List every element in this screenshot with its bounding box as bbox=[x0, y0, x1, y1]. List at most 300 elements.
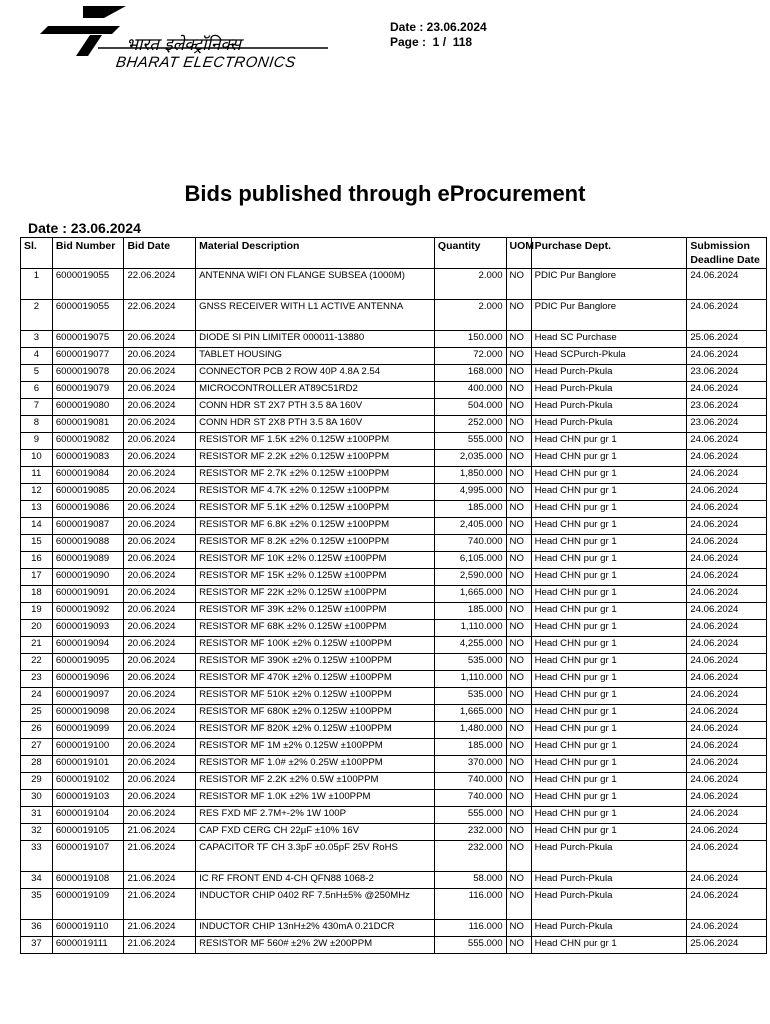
table-row bbox=[21, 484, 767, 501]
cell-bid-number: 6000019075 bbox=[52, 331, 124, 348]
cell-bid-number: 6000019094 bbox=[52, 637, 124, 654]
table-row bbox=[21, 331, 767, 348]
table-row bbox=[21, 399, 767, 416]
document-meta bbox=[390, 20, 487, 50]
cell-material-description: CONN HDR ST 2X7 PTH 3.5 8A 160V bbox=[196, 399, 435, 416]
cell-purchase-dept: Head CHN pur gr 1 bbox=[531, 552, 687, 569]
cell-purchase-dept: Head CHN pur gr 1 bbox=[531, 467, 687, 484]
cell-uom: NO bbox=[506, 637, 531, 654]
cell-bid-date: 21.06.2024 bbox=[124, 872, 196, 889]
cell-sl: 8 bbox=[21, 416, 53, 433]
cell-material-description: RESISTOR MF 22K ±2% 0.125W ±100PPM bbox=[196, 586, 435, 603]
cell-bid-number: 6000019103 bbox=[52, 790, 124, 807]
cell-bid-number: 6000019078 bbox=[52, 365, 124, 382]
cell-sl: 37 bbox=[21, 937, 53, 954]
cell-bid-number: 6000019100 bbox=[52, 739, 124, 756]
cell-sl: 4 bbox=[21, 348, 53, 365]
cell-bid-date: 20.06.2024 bbox=[124, 501, 196, 518]
cell-submission-deadline: 24.06.2024 bbox=[687, 501, 767, 518]
cell-bid-date: 21.06.2024 bbox=[124, 824, 196, 841]
cell-bid-date: 20.06.2024 bbox=[124, 705, 196, 722]
table-header-row bbox=[21, 238, 767, 269]
cell-sl: 5 bbox=[21, 365, 53, 382]
table-row bbox=[21, 637, 767, 654]
cell-submission-deadline: 24.06.2024 bbox=[687, 841, 767, 872]
cell-purchase-dept: Head CHN pur gr 1 bbox=[531, 433, 687, 450]
cell-submission-deadline: 24.06.2024 bbox=[687, 467, 767, 484]
cell-bid-date: 20.06.2024 bbox=[124, 654, 196, 671]
cell-material-description: RESISTOR MF 820K ±2% 0.125W ±100PPM bbox=[196, 722, 435, 739]
cell-sl: 24 bbox=[21, 688, 53, 705]
cell-sl: 31 bbox=[21, 807, 53, 824]
cell-uom: NO bbox=[506, 518, 531, 535]
company-name-english: BHARAT ELECTRONICS bbox=[114, 54, 297, 71]
cell-bid-number: 6000019090 bbox=[52, 569, 124, 586]
table-row bbox=[21, 450, 767, 467]
cell-purchase-dept: Head CHN pur gr 1 bbox=[531, 824, 687, 841]
cell-uom: NO bbox=[506, 501, 531, 518]
header-submission-deadline: Submission Deadline Date bbox=[687, 238, 767, 269]
table-row bbox=[21, 824, 767, 841]
table-row bbox=[21, 872, 767, 889]
table-row bbox=[21, 518, 767, 535]
cell-uom: NO bbox=[506, 399, 531, 416]
cell-uom: NO bbox=[506, 603, 531, 620]
cell-bid-date: 20.06.2024 bbox=[124, 807, 196, 824]
header-sl: Sl. bbox=[21, 238, 53, 269]
cell-purchase-dept: Head Purch-Pkula bbox=[531, 416, 687, 433]
cell-quantity: 1,110.000 bbox=[434, 671, 506, 688]
cell-bid-date: 21.06.2024 bbox=[124, 937, 196, 954]
table-body bbox=[21, 269, 767, 954]
cell-purchase-dept: Head CHN pur gr 1 bbox=[531, 620, 687, 637]
cell-submission-deadline: 24.06.2024 bbox=[687, 671, 767, 688]
cell-submission-deadline: 24.06.2024 bbox=[687, 348, 767, 365]
cell-quantity: 150.000 bbox=[434, 331, 506, 348]
cell-material-description: MICROCONTROLLER AT89C51RD2 bbox=[196, 382, 435, 399]
cell-quantity: 740.000 bbox=[434, 773, 506, 790]
cell-submission-deadline: 24.06.2024 bbox=[687, 518, 767, 535]
table-row bbox=[21, 920, 767, 937]
cell-material-description: DIODE SI PIN LIMITER 000011-13880 bbox=[196, 331, 435, 348]
cell-quantity: 232.000 bbox=[434, 824, 506, 841]
cell-bid-date: 20.06.2024 bbox=[124, 671, 196, 688]
cell-submission-deadline: 24.06.2024 bbox=[687, 807, 767, 824]
cell-material-description: RESISTOR MF 390K ±2% 0.125W ±100PPM bbox=[196, 654, 435, 671]
cell-bid-date: 20.06.2024 bbox=[124, 416, 196, 433]
page-title: Bids published through eProcurement bbox=[184, 181, 586, 206]
cell-quantity: 1,110.000 bbox=[434, 620, 506, 637]
cell-purchase-dept: Head CHN pur gr 1 bbox=[531, 756, 687, 773]
cell-material-description: TABLET HOUSING bbox=[196, 348, 435, 365]
cell-purchase-dept: Head CHN pur gr 1 bbox=[531, 688, 687, 705]
cell-purchase-dept: Head CHN pur gr 1 bbox=[531, 722, 687, 739]
cell-uom: NO bbox=[506, 671, 531, 688]
cell-quantity: 116.000 bbox=[434, 889, 506, 920]
cell-quantity: 2.000 bbox=[434, 300, 506, 331]
cell-material-description: RESISTOR MF 560# ±2% 2W ±200PPM bbox=[196, 937, 435, 954]
cell-sl: 15 bbox=[21, 535, 53, 552]
cell-bid-date: 22.06.2024 bbox=[124, 269, 196, 300]
cell-purchase-dept: Head CHN pur gr 1 bbox=[531, 535, 687, 552]
cell-bid-number: 6000019102 bbox=[52, 773, 124, 790]
cell-material-description: CONNECTOR PCB 2 ROW 40P 4.8A 2.54 bbox=[196, 365, 435, 382]
table-row bbox=[21, 739, 767, 756]
table-row bbox=[21, 382, 767, 399]
cell-submission-deadline: 24.06.2024 bbox=[687, 637, 767, 654]
page-number: Page : 1 / 118 bbox=[390, 35, 473, 49]
cell-uom: NO bbox=[506, 433, 531, 450]
table-row bbox=[21, 654, 767, 671]
table-row bbox=[21, 552, 767, 569]
bids-table bbox=[20, 237, 767, 954]
cell-material-description: RESISTOR MF 510K ±2% 0.125W ±100PPM bbox=[196, 688, 435, 705]
cell-sl: 3 bbox=[21, 331, 53, 348]
cell-purchase-dept: Head CHN pur gr 1 bbox=[531, 501, 687, 518]
cell-quantity: 740.000 bbox=[434, 535, 506, 552]
cell-uom: NO bbox=[506, 688, 531, 705]
cell-purchase-dept: Head CHN pur gr 1 bbox=[531, 654, 687, 671]
cell-quantity: 535.000 bbox=[434, 688, 506, 705]
cell-material-description: RESISTOR MF 1M ±2% 0.125W ±100PPM bbox=[196, 739, 435, 756]
cell-quantity: 2,035.000 bbox=[434, 450, 506, 467]
cell-bid-number: 6000019081 bbox=[52, 416, 124, 433]
cell-bid-number: 6000019099 bbox=[52, 722, 124, 739]
cell-sl: 6 bbox=[21, 382, 53, 399]
cell-submission-deadline: 24.06.2024 bbox=[687, 688, 767, 705]
cell-bid-date: 20.06.2024 bbox=[124, 688, 196, 705]
cell-material-description: RESISTOR MF 1.5K ±2% 0.125W ±100PPM bbox=[196, 433, 435, 450]
cell-quantity: 740.000 bbox=[434, 790, 506, 807]
table-row bbox=[21, 603, 767, 620]
cell-quantity: 252.000 bbox=[434, 416, 506, 433]
cell-bid-number: 6000019109 bbox=[52, 889, 124, 920]
cell-uom: NO bbox=[506, 889, 531, 920]
cell-uom: NO bbox=[506, 331, 531, 348]
cell-bid-number: 6000019082 bbox=[52, 433, 124, 450]
cell-sl: 34 bbox=[21, 872, 53, 889]
table-row bbox=[21, 365, 767, 382]
cell-bid-date: 20.06.2024 bbox=[124, 348, 196, 365]
cell-sl: 18 bbox=[21, 586, 53, 603]
cell-quantity: 2,405.000 bbox=[434, 518, 506, 535]
cell-submission-deadline: 24.06.2024 bbox=[687, 269, 767, 300]
cell-uom: NO bbox=[506, 569, 531, 586]
cell-purchase-dept: Head CHN pur gr 1 bbox=[531, 518, 687, 535]
cell-uom: NO bbox=[506, 790, 531, 807]
cell-quantity: 535.000 bbox=[434, 654, 506, 671]
cell-purchase-dept: Head CHN pur gr 1 bbox=[531, 937, 687, 954]
table-row bbox=[21, 889, 767, 920]
cell-uom: NO bbox=[506, 824, 531, 841]
cell-submission-deadline: 24.06.2024 bbox=[687, 790, 767, 807]
cell-material-description: INDUCTOR CHIP 0402 RF 7.5nH±5% @250MHz bbox=[196, 889, 435, 920]
cell-bid-number: 6000019096 bbox=[52, 671, 124, 688]
table-row bbox=[21, 937, 767, 954]
table-row bbox=[21, 501, 767, 518]
cell-bid-date: 20.06.2024 bbox=[124, 739, 196, 756]
cell-purchase-dept: PDIC Pur Banglore bbox=[531, 300, 687, 331]
cell-bid-number: 6000019107 bbox=[52, 841, 124, 872]
cell-quantity: 555.000 bbox=[434, 937, 506, 954]
cell-submission-deadline: 24.06.2024 bbox=[687, 603, 767, 620]
cell-material-description: RESISTOR MF 2.7K ±2% 0.125W ±100PPM bbox=[196, 467, 435, 484]
cell-sl: 1 bbox=[21, 269, 53, 300]
table-row bbox=[21, 841, 767, 872]
cell-sl: 21 bbox=[21, 637, 53, 654]
cell-quantity: 555.000 bbox=[434, 433, 506, 450]
company-name-hindi: भारत इलेक्ट्रॉनिक्स bbox=[126, 35, 242, 55]
cell-material-description: RESISTOR MF 2.2K ±2% 0.125W ±100PPM bbox=[196, 450, 435, 467]
cell-quantity: 4,255.000 bbox=[434, 637, 506, 654]
cell-sl: 7 bbox=[21, 399, 53, 416]
cell-purchase-dept: Head CHN pur gr 1 bbox=[531, 671, 687, 688]
cell-sl: 36 bbox=[21, 920, 53, 937]
table-row bbox=[21, 300, 767, 331]
cell-sl: 14 bbox=[21, 518, 53, 535]
cell-uom: NO bbox=[506, 382, 531, 399]
cell-sl: 29 bbox=[21, 773, 53, 790]
cell-quantity: 232.000 bbox=[434, 841, 506, 872]
cell-uom: NO bbox=[506, 269, 531, 300]
cell-bid-number: 6000019080 bbox=[52, 399, 124, 416]
cell-sl: 25 bbox=[21, 705, 53, 722]
table-row bbox=[21, 790, 767, 807]
cell-bid-number: 6000019093 bbox=[52, 620, 124, 637]
cell-bid-date: 20.06.2024 bbox=[124, 790, 196, 807]
cell-sl: 28 bbox=[21, 756, 53, 773]
cell-material-description: RESISTOR MF 680K ±2% 0.125W ±100PPM bbox=[196, 705, 435, 722]
cell-bid-date: 20.06.2024 bbox=[124, 569, 196, 586]
cell-quantity: 555.000 bbox=[434, 807, 506, 824]
cell-bid-date: 20.06.2024 bbox=[124, 518, 196, 535]
cell-uom: NO bbox=[506, 552, 531, 569]
cell-uom: NO bbox=[506, 937, 531, 954]
cell-purchase-dept: Head CHN pur gr 1 bbox=[531, 773, 687, 790]
cell-bid-number: 6000019091 bbox=[52, 586, 124, 603]
cell-purchase-dept: Head Purch-Pkula bbox=[531, 889, 687, 920]
cell-quantity: 168.000 bbox=[434, 365, 506, 382]
cell-material-description: RESISTOR MF 39K ±2% 0.125W ±100PPM bbox=[196, 603, 435, 620]
cell-bid-number: 6000019088 bbox=[52, 535, 124, 552]
cell-bid-number: 6000019055 bbox=[52, 300, 124, 331]
table-row bbox=[21, 620, 767, 637]
cell-submission-deadline: 24.06.2024 bbox=[687, 705, 767, 722]
table-row bbox=[21, 569, 767, 586]
cell-bid-date: 20.06.2024 bbox=[124, 756, 196, 773]
cell-bid-date: 20.06.2024 bbox=[124, 722, 196, 739]
cell-material-description: RESISTOR MF 8.2K ±2% 0.125W ±100PPM bbox=[196, 535, 435, 552]
cell-purchase-dept: Head Purch-Pkula bbox=[531, 872, 687, 889]
cell-sl: 16 bbox=[21, 552, 53, 569]
cell-sl: 26 bbox=[21, 722, 53, 739]
cell-submission-deadline: 24.06.2024 bbox=[687, 484, 767, 501]
cell-bid-number: 6000019083 bbox=[52, 450, 124, 467]
cell-bid-date: 20.06.2024 bbox=[124, 399, 196, 416]
cell-quantity: 4,995.000 bbox=[434, 484, 506, 501]
cell-uom: NO bbox=[506, 365, 531, 382]
cell-bid-date: 20.06.2024 bbox=[124, 433, 196, 450]
cell-purchase-dept: Head Purch-Pkula bbox=[531, 365, 687, 382]
cell-quantity: 2.000 bbox=[434, 269, 506, 300]
cell-bid-number: 6000019104 bbox=[52, 807, 124, 824]
cell-material-description: INDUCTOR CHIP 13nH±2% 430mA 0.21DCR bbox=[196, 920, 435, 937]
table-row bbox=[21, 671, 767, 688]
cell-submission-deadline: 24.06.2024 bbox=[687, 654, 767, 671]
cell-uom: NO bbox=[506, 535, 531, 552]
cell-material-description: RESISTOR MF 68K ±2% 0.125W ±100PPM bbox=[196, 620, 435, 637]
cell-purchase-dept: Head CHN pur gr 1 bbox=[531, 637, 687, 654]
cell-uom: NO bbox=[506, 450, 531, 467]
cell-quantity: 400.000 bbox=[434, 382, 506, 399]
cell-bid-number: 6000019079 bbox=[52, 382, 124, 399]
cell-material-description: RESISTOR MF 10K ±2% 0.125W ±100PPM bbox=[196, 552, 435, 569]
cell-bid-number: 6000019089 bbox=[52, 552, 124, 569]
cell-bid-number: 6000019084 bbox=[52, 467, 124, 484]
table-row bbox=[21, 416, 767, 433]
cell-bid-number: 6000019097 bbox=[52, 688, 124, 705]
cell-submission-deadline: 24.06.2024 bbox=[687, 824, 767, 841]
cell-sl: 2 bbox=[21, 300, 53, 331]
cell-quantity: 116.000 bbox=[434, 920, 506, 937]
cell-purchase-dept: Head CHN pur gr 1 bbox=[531, 807, 687, 824]
table-row bbox=[21, 348, 767, 365]
cell-submission-deadline: 24.06.2024 bbox=[687, 756, 767, 773]
cell-sl: 13 bbox=[21, 501, 53, 518]
cell-sl: 11 bbox=[21, 467, 53, 484]
cell-uom: NO bbox=[506, 773, 531, 790]
cell-bid-date: 20.06.2024 bbox=[124, 586, 196, 603]
cell-submission-deadline: 24.06.2024 bbox=[687, 382, 767, 399]
cell-bid-number: 6000019098 bbox=[52, 705, 124, 722]
cell-quantity: 185.000 bbox=[434, 739, 506, 756]
cell-quantity: 6,105.000 bbox=[434, 552, 506, 569]
cell-uom: NO bbox=[506, 920, 531, 937]
cell-bid-date: 20.06.2024 bbox=[124, 331, 196, 348]
cell-sl: 23 bbox=[21, 671, 53, 688]
cell-material-description: RESISTOR MF 5.1K ±2% 0.125W ±100PPM bbox=[196, 501, 435, 518]
cell-purchase-dept: Head Purch-Pkula bbox=[531, 920, 687, 937]
cell-purchase-dept: Head CHN pur gr 1 bbox=[531, 569, 687, 586]
cell-material-description: IC RF FRONT END 4-CH QFN88 1068-2 bbox=[196, 872, 435, 889]
cell-bid-number: 6000019105 bbox=[52, 824, 124, 841]
cell-submission-deadline: 24.06.2024 bbox=[687, 535, 767, 552]
cell-purchase-dept: Head SC Purchase bbox=[531, 331, 687, 348]
cell-sl: 20 bbox=[21, 620, 53, 637]
cell-material-description: RESISTOR MF 1.0K ±2% 1W ±100PPM bbox=[196, 790, 435, 807]
cell-submission-deadline: 24.06.2024 bbox=[687, 552, 767, 569]
cell-material-description: RESISTOR MF 100K ±2% 0.125W ±100PPM bbox=[196, 637, 435, 654]
cell-sl: 9 bbox=[21, 433, 53, 450]
cell-sl: 12 bbox=[21, 484, 53, 501]
cell-quantity: 2,590.000 bbox=[434, 569, 506, 586]
cell-bid-date: 20.06.2024 bbox=[124, 603, 196, 620]
cell-bid-date: 20.06.2024 bbox=[124, 382, 196, 399]
cell-sl: 27 bbox=[21, 739, 53, 756]
cell-submission-deadline: 23.06.2024 bbox=[687, 365, 767, 382]
cell-material-description: RESISTOR MF 6.8K ±2% 0.125W ±100PPM bbox=[196, 518, 435, 535]
cell-purchase-dept: Head Purch-Pkula bbox=[531, 399, 687, 416]
cell-quantity: 1,665.000 bbox=[434, 705, 506, 722]
cell-submission-deadline: 24.06.2024 bbox=[687, 300, 767, 331]
cell-material-description: RESISTOR MF 1.0# ±2% 0.25W ±100PPM bbox=[196, 756, 435, 773]
cell-submission-deadline: 24.06.2024 bbox=[687, 586, 767, 603]
cell-uom: NO bbox=[506, 756, 531, 773]
cell-uom: NO bbox=[506, 872, 531, 889]
cell-purchase-dept: Head CHN pur gr 1 bbox=[531, 586, 687, 603]
cell-submission-deadline: 24.06.2024 bbox=[687, 872, 767, 889]
cell-material-description: GNSS RECEIVER WITH L1 ACTIVE ANTENNA bbox=[196, 300, 435, 331]
cell-uom: NO bbox=[506, 807, 531, 824]
cell-quantity: 504.000 bbox=[434, 399, 506, 416]
cell-sl: 30 bbox=[21, 790, 53, 807]
cell-bid-date: 21.06.2024 bbox=[124, 841, 196, 872]
cell-sl: 22 bbox=[21, 654, 53, 671]
cell-bid-date: 20.06.2024 bbox=[124, 552, 196, 569]
header-quantity: Quantity bbox=[434, 238, 506, 269]
cell-purchase-dept: Head CHN pur gr 1 bbox=[531, 450, 687, 467]
cell-bid-date: 20.06.2024 bbox=[124, 773, 196, 790]
cell-submission-deadline: 24.06.2024 bbox=[687, 450, 767, 467]
cell-quantity: 1,665.000 bbox=[434, 586, 506, 603]
cell-uom: NO bbox=[506, 300, 531, 331]
cell-material-description: RESISTOR MF 2.2K ±2% 0.5W ±100PPM bbox=[196, 773, 435, 790]
table-row bbox=[21, 535, 767, 552]
cell-submission-deadline: 23.06.2024 bbox=[687, 399, 767, 416]
cell-material-description: RESISTOR MF 470K ±2% 0.125W ±100PPM bbox=[196, 671, 435, 688]
cell-sl: 32 bbox=[21, 824, 53, 841]
cell-material-description: CAP FXD CERG CH 22µF ±10% 16V bbox=[196, 824, 435, 841]
table-row bbox=[21, 807, 767, 824]
cell-sl: 35 bbox=[21, 889, 53, 920]
cell-uom: NO bbox=[506, 620, 531, 637]
cell-sl: 19 bbox=[21, 603, 53, 620]
cell-bid-date: 20.06.2024 bbox=[124, 484, 196, 501]
cell-bid-number: 6000019092 bbox=[52, 603, 124, 620]
cell-submission-deadline: 24.06.2024 bbox=[687, 433, 767, 450]
cell-sl: 10 bbox=[21, 450, 53, 467]
table-row bbox=[21, 722, 767, 739]
cell-bid-number: 6000019101 bbox=[52, 756, 124, 773]
table-row bbox=[21, 688, 767, 705]
cell-uom: NO bbox=[506, 586, 531, 603]
header-bid-date: Bid Date bbox=[124, 238, 196, 269]
cell-purchase-dept: Head CHN pur gr 1 bbox=[531, 790, 687, 807]
table-row bbox=[21, 756, 767, 773]
cell-uom: NO bbox=[506, 705, 531, 722]
cell-material-description: RESISTOR MF 15K ±2% 0.125W ±100PPM bbox=[196, 569, 435, 586]
cell-quantity: 58.000 bbox=[434, 872, 506, 889]
cell-bid-number: 6000019095 bbox=[52, 654, 124, 671]
cell-submission-deadline: 24.06.2024 bbox=[687, 889, 767, 920]
cell-uom: NO bbox=[506, 467, 531, 484]
cell-quantity: 185.000 bbox=[434, 501, 506, 518]
cell-material-description: CAPACITOR TF CH 3.3pF ±0.05pF 25V RoHS bbox=[196, 841, 435, 872]
table-row bbox=[21, 269, 767, 300]
header-uom: UOM bbox=[506, 238, 531, 269]
cell-purchase-dept: Head Purch-Pkula bbox=[531, 841, 687, 872]
cell-submission-deadline: 24.06.2024 bbox=[687, 739, 767, 756]
cell-submission-deadline: 25.06.2024 bbox=[687, 937, 767, 954]
cell-material-description: ANTENNA WIFI ON FLANGE SUBSEA (1000M) bbox=[196, 269, 435, 300]
header-material-description: Material Description bbox=[196, 238, 435, 269]
cell-submission-deadline: 24.06.2024 bbox=[687, 620, 767, 637]
cell-uom: NO bbox=[506, 416, 531, 433]
print-date: Date : 23.06.2024 bbox=[390, 20, 487, 34]
cell-material-description: RES FXD MF 2.7M+-2% 1W 100P bbox=[196, 807, 435, 824]
cell-uom: NO bbox=[506, 739, 531, 756]
table-row bbox=[21, 773, 767, 790]
